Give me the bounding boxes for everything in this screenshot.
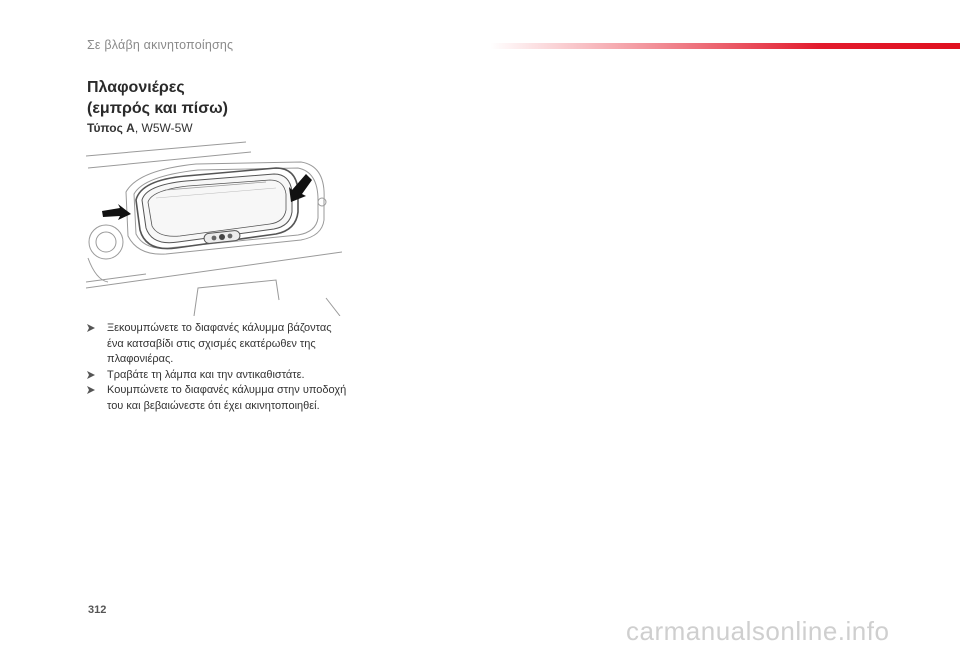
header-accent-bar bbox=[490, 43, 960, 49]
lamp-type-label: Τύπος A bbox=[87, 121, 135, 135]
lamp-type bbox=[87, 121, 193, 135]
instruction-text: Τραβάτε τη λάμπα και την αντικαθιστάτε. bbox=[107, 368, 305, 381]
section-title bbox=[87, 77, 228, 119]
instruction-text: Ξεκουμπώνετε το διαφανές κάλυμμα βάζοντας ένα κατσαβίδι στις σχισμές εκατέρωθεν της πλαφονιέρας. bbox=[107, 322, 332, 365]
chapter-title: Σε βλάβη ακινητοποίησης bbox=[87, 38, 234, 52]
instruction-item bbox=[87, 321, 347, 368]
lamp-type-value: , W5W-5W bbox=[134, 121, 193, 135]
instruction-item bbox=[87, 383, 347, 414]
watermark: carmanualsonline.info bbox=[626, 616, 890, 646]
instruction-text: Κουμπώνετε το διαφανές κάλυμμα στην υποδοχή του και βεβαιώνεστε ότι έχει ακινητοποιηθεί. bbox=[107, 384, 347, 412]
page-number: 312 bbox=[88, 604, 107, 616]
section-title-line2: (εμπρός και πίσω) bbox=[87, 100, 228, 117]
instruction-list bbox=[87, 321, 347, 414]
courtesy-lamp-illustration bbox=[86, 140, 342, 316]
instruction-item bbox=[87, 368, 347, 384]
arrow-bullet-icon bbox=[87, 371, 95, 379]
arrow-bullet-icon bbox=[87, 324, 95, 332]
arrow-bullet-icon bbox=[87, 386, 95, 394]
section-title-line1: Πλαφονιέρες bbox=[87, 79, 185, 96]
